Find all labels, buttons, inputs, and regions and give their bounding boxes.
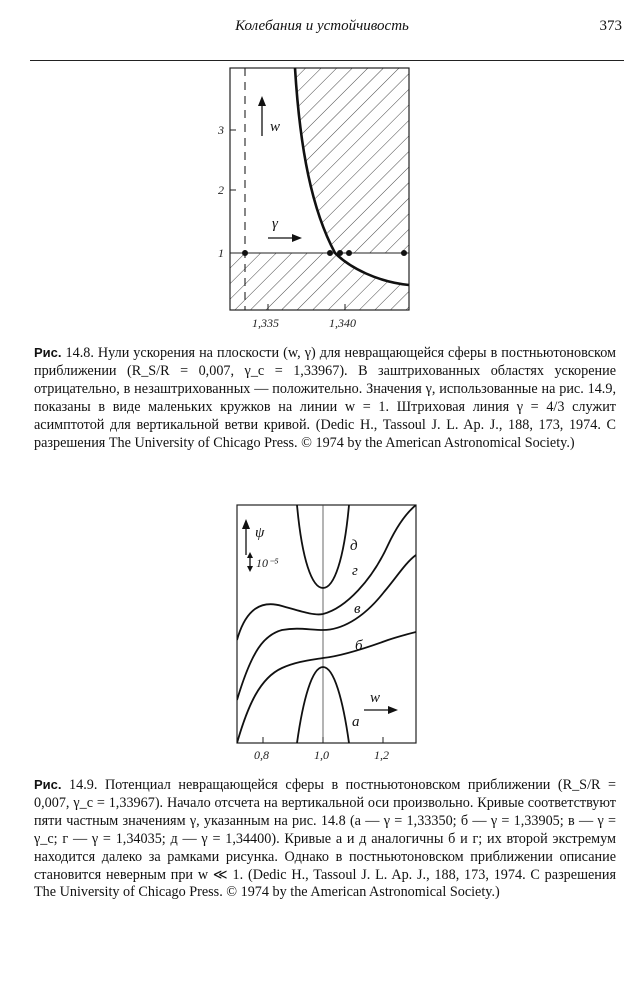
figure-14-9-caption bbox=[34, 776, 616, 902]
y-tick-label-1: 1 bbox=[218, 246, 224, 260]
gamma-marker-d bbox=[346, 250, 352, 256]
curve-v bbox=[237, 555, 416, 700]
figure-14-8-caption-text: 14.8. Нули ускорения на плоскости (w, γ) для невращающейся сферы в постньютоновском приближении (R_S/R = 0,007, γ_c = 1,33967). В заштрихованных областях ускорение отрицательно, в незаштрихованных — положительно. Значения γ, использованные на рис. 14.9, показаны в виде маленьких кружков на линии w = 1. Штриховая линия γ = 4/3 служит асимптотой для вертикальной ветви кривой. (Dedic H., Tassoul J. L. Ap. J., 188, 173, 1974. С разрешения The University of Chicago Press. © 1974 by the American Astronomical Society.) bbox=[34, 345, 616, 451]
psi-axis-label: ψ bbox=[255, 525, 265, 541]
hatched-region-upper bbox=[295, 68, 409, 253]
scale-up-arrow-icon bbox=[247, 552, 253, 558]
figure-14-9-caption-text: 14.9. Потенциал невращающейся сферы в постньютоновском приближении (R_S/R = 0,007, γ_c = 1,33967). Начало отсчета на вертикальной оси произвольно. Кривые соответствуют пяти частным значениям γ, указанным на рис. 14.8 (а — γ = 1,33350; б — γ = 1,33905; в — γ = γ_c; г — γ = 1,34035; д — γ = 1,34400). Кривые а и д аналогичны б и г; их второй экстремум находится далеко за рамками рисунка. Однако в постньютоновском приближении описание становится неверным при w ≪ 1. (Dedic H., Tassoul J. L. Ap. J., 188, 173, 1974. С разрешения The University of Chicago Press. © 1974 by the American Astronomical Society.) bbox=[34, 777, 616, 901]
curve-label-g: г bbox=[352, 563, 358, 579]
x2-tick-label-08: 0,8 bbox=[254, 748, 269, 762]
curve-label-a: а bbox=[352, 714, 360, 730]
gamma-arrowhead-icon bbox=[292, 234, 302, 242]
scale-down-arrow-icon bbox=[247, 566, 253, 572]
x2-tick-label-12: 1,2 bbox=[374, 748, 389, 762]
figure-14-9 bbox=[237, 505, 416, 762]
gamma-marker-e bbox=[401, 250, 407, 256]
figure-14-8-caption bbox=[34, 344, 616, 452]
y-tick-label-3: 3 bbox=[218, 123, 224, 137]
psi-arrowhead-icon bbox=[242, 519, 250, 529]
w2-arrowhead-icon bbox=[388, 706, 398, 714]
x2-tick-label-10: 1,0 bbox=[314, 748, 329, 762]
gamma-marker-a bbox=[242, 250, 248, 256]
figure-14-9-caption-label: Рис. bbox=[34, 777, 62, 792]
gamma-axis-label: γ bbox=[272, 216, 278, 232]
figure-14-8 bbox=[217, 68, 409, 330]
y-tick-label-2: 2 bbox=[218, 183, 224, 197]
curve-label-v: в bbox=[354, 601, 361, 617]
curve-label-b: б bbox=[355, 638, 363, 654]
x-tick-label-1335: 1,335 bbox=[252, 316, 279, 330]
figure-14-8-caption-label: Рис. bbox=[34, 345, 62, 360]
gamma-marker-c bbox=[337, 250, 343, 256]
w-arrowhead-icon bbox=[258, 96, 266, 106]
x-tick-label-1340: 1,340 bbox=[329, 316, 356, 330]
gamma-marker-b bbox=[327, 250, 333, 256]
running-header-title: Колебания и устойчивость bbox=[235, 18, 409, 34]
page-number: 373 bbox=[599, 18, 622, 34]
w-axis-label: w bbox=[270, 119, 281, 135]
curve-b bbox=[237, 632, 416, 743]
scale-label: 10⁻⁵ bbox=[256, 556, 279, 570]
w2-axis-label: w bbox=[370, 690, 381, 706]
curve-label-d: д bbox=[350, 538, 358, 554]
